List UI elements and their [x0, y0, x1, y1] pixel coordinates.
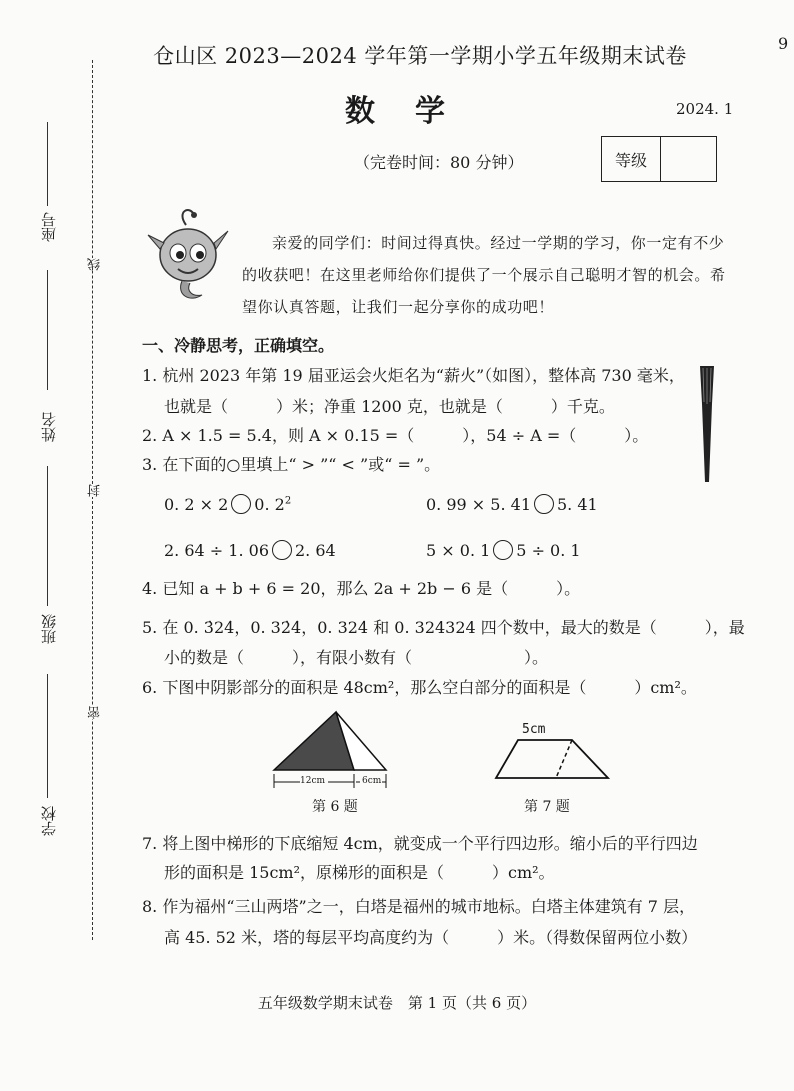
- figure-7-trapezoid: [492, 736, 612, 782]
- seat-label: 座号: [40, 212, 58, 242]
- seal-char-secret: 密: [88, 706, 103, 719]
- fig7-caption: 第 7 题: [524, 799, 570, 815]
- school-label: 学校: [40, 806, 58, 836]
- q3c-left: 2. 64 ÷ 1. 06: [164, 541, 269, 560]
- exam-duration: （完卷时间：80 分钟）: [354, 153, 524, 172]
- question-1-line2: 也就是（ ）米；净重 1200 克，也就是（ ）千克。: [164, 397, 615, 416]
- question-4: 4. 已知 a + b + 6 = 20，那么 2a + 2b − 6 是（ ）。: [142, 579, 581, 598]
- compare-circle[interactable]: [534, 494, 554, 514]
- name-label: 姓名: [40, 412, 58, 442]
- subject-title: 数学: [345, 94, 485, 129]
- question-6: 6. 下图中阴影部分的面积是 48cm²，那么空白部分的面积是（ ）cm²。: [142, 678, 697, 697]
- class-label: 班级: [40, 614, 58, 644]
- seal-char-line: 线: [88, 258, 103, 271]
- q3b-right: 5. 41: [557, 495, 598, 514]
- question-8-line1: 8. 作为福州“三山两塔”之一，白塔是福州的城市地标。白塔主体建筑有 7 层，: [142, 897, 696, 916]
- mascot-illustration: [146, 205, 230, 305]
- question-5-line2: 小的数是（ ），有限小数有（ ）。: [164, 648, 549, 667]
- grade-label: 等级: [602, 137, 661, 181]
- page-footer: 五年级数学期末试卷 第 1 页（共 6 页）: [257, 994, 537, 1012]
- fig7-label: 5cm: [522, 722, 546, 737]
- fig6-label-b: 6cm: [362, 776, 382, 786]
- question-3d: [426, 540, 581, 560]
- question-7-line1: 7. 将上图中梯形的下底缩短 4cm，就变成一个平行四边形。缩小后的平行四边: [142, 834, 698, 853]
- class-blank[interactable]: [47, 466, 48, 606]
- seal-char-seal: 封: [88, 484, 103, 497]
- corner-mark: 9: [778, 34, 789, 53]
- seal-dashed-line: [92, 60, 93, 940]
- q3a-exponent: 2: [284, 495, 292, 507]
- q3b-left: 0. 99 × 5. 41: [426, 495, 531, 514]
- seat-blank[interactable]: [47, 122, 48, 206]
- compare-circle[interactable]: [231, 494, 251, 514]
- question-3b: [426, 494, 598, 514]
- fig6-caption: 第 6 题: [312, 799, 358, 815]
- q3a-left: 0. 2 × 2: [164, 495, 229, 514]
- grade-box: [601, 136, 717, 182]
- question-1-line1: 1. 杭州 2023 年第 19 届亚运会火炬名为“薪火”（如图），整体高 730 毫米，: [142, 366, 685, 385]
- torch-illustration: [698, 364, 716, 484]
- exam-title: 仓山区 2023—2024 学年第一学期小学五年级期末试卷: [153, 44, 687, 68]
- exam-date: 2024. 1: [676, 100, 734, 118]
- compare-circle[interactable]: [272, 540, 292, 560]
- question-3a: [164, 494, 291, 514]
- question-2: 2. A × 1.5 = 5.4，则 A × 0.15 =（ ），54 ÷ A =（ ）。: [142, 426, 649, 445]
- q3c-right: 2. 64: [295, 541, 336, 560]
- q3a-right: 0. 2: [254, 495, 285, 514]
- school-blank[interactable]: [47, 674, 48, 798]
- greeting-paragraph: 亲爱的同学们：时间过得真快。经过一学期的学习，你一定有不少的收获吧！在这里老师给你们提供了一个展示自己聪明才智的机会。希望你认真答题，让我们一起分享你的成功吧！: [242, 234, 726, 316]
- question-3c: [164, 540, 336, 560]
- grade-field[interactable]: [661, 137, 716, 181]
- name-blank[interactable]: [47, 270, 48, 390]
- q3d-right: 5 ÷ 0. 1: [516, 541, 581, 560]
- question-3: 3. 在下面的○里填上“ > ”“ < ”或“ = ”。: [142, 455, 441, 474]
- compare-circle[interactable]: [493, 540, 513, 560]
- fig6-label-a: 12cm: [300, 776, 326, 786]
- question-5-line1: 5. 在 0. 3̇24̇，0. 32̇4̇，0. 324̇ 和 0. 324324 四个数中，最大的数是（ ），最: [142, 618, 745, 637]
- question-7-line2: 形的面积是 15cm²，原梯形的面积是（ ）cm²。: [164, 863, 555, 882]
- section-heading: 一、冷静思考，正确填空。: [142, 336, 335, 355]
- question-8-line2: 高 45. 52 米，塔的每层平均高度约为（ ）米。（得数保留两位小数）: [164, 928, 698, 947]
- q3d-left: 5 × 0. 1: [426, 541, 491, 560]
